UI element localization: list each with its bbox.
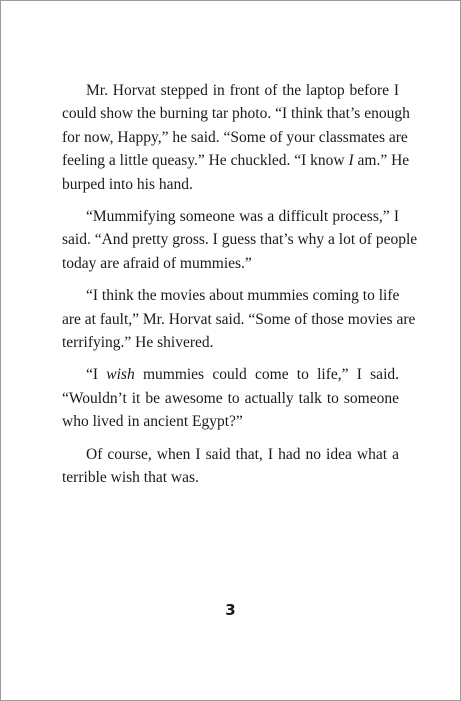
text-line	[62, 363, 399, 386]
body-text	[62, 79, 418, 499]
paragraph-1	[62, 79, 410, 196]
text-line: “I think the movies about mummies coming to life	[86, 287, 400, 305]
text-line: terrifying.” He shivered.	[62, 334, 214, 352]
emphasis-text: wish	[106, 366, 135, 384]
text-line: said. “And pretty gross. I guess that’s why a lot of people	[62, 231, 418, 249]
text-line: terrible wish that was.	[62, 469, 199, 487]
text-line: “Mummifying someone was a difficult process,” I	[86, 208, 399, 226]
paragraph-4	[62, 363, 399, 433]
text-line: Of course, when I said that, I had no idea what a	[86, 445, 399, 463]
text-run: feeling a little queasy.” He chuckled. “I know	[62, 152, 349, 170]
text-run: am.” He	[353, 152, 410, 170]
text-line: for now, Happy,” he said. “Some of your classmates are	[62, 128, 408, 146]
paragraph-3	[62, 284, 416, 354]
page-number: 3	[225, 601, 236, 619]
text-line: could show the burning tar photo. “I think that’s enough	[62, 105, 410, 123]
text-line: “Wouldn’t it be awesome to actually talk to someone	[62, 389, 399, 407]
text-run: “I	[86, 366, 107, 384]
text-line: are at fault,” Mr. Horvat said. “Some of those movies are	[62, 310, 416, 328]
text-run: mummies could come to life,” I said.	[134, 366, 399, 384]
text-line: Mr. Horvat stepped in front of the laptop before I	[86, 82, 399, 99]
text-line: today are afraid of mummies.”	[62, 254, 252, 272]
paragraph-2	[62, 205, 418, 275]
text-line: who lived in ancient Egypt?”	[62, 413, 243, 431]
emphasis-text: I	[348, 152, 354, 170]
text-line	[62, 149, 410, 172]
text-line: burped into his hand.	[62, 175, 193, 193]
paragraph-5	[62, 443, 399, 490]
